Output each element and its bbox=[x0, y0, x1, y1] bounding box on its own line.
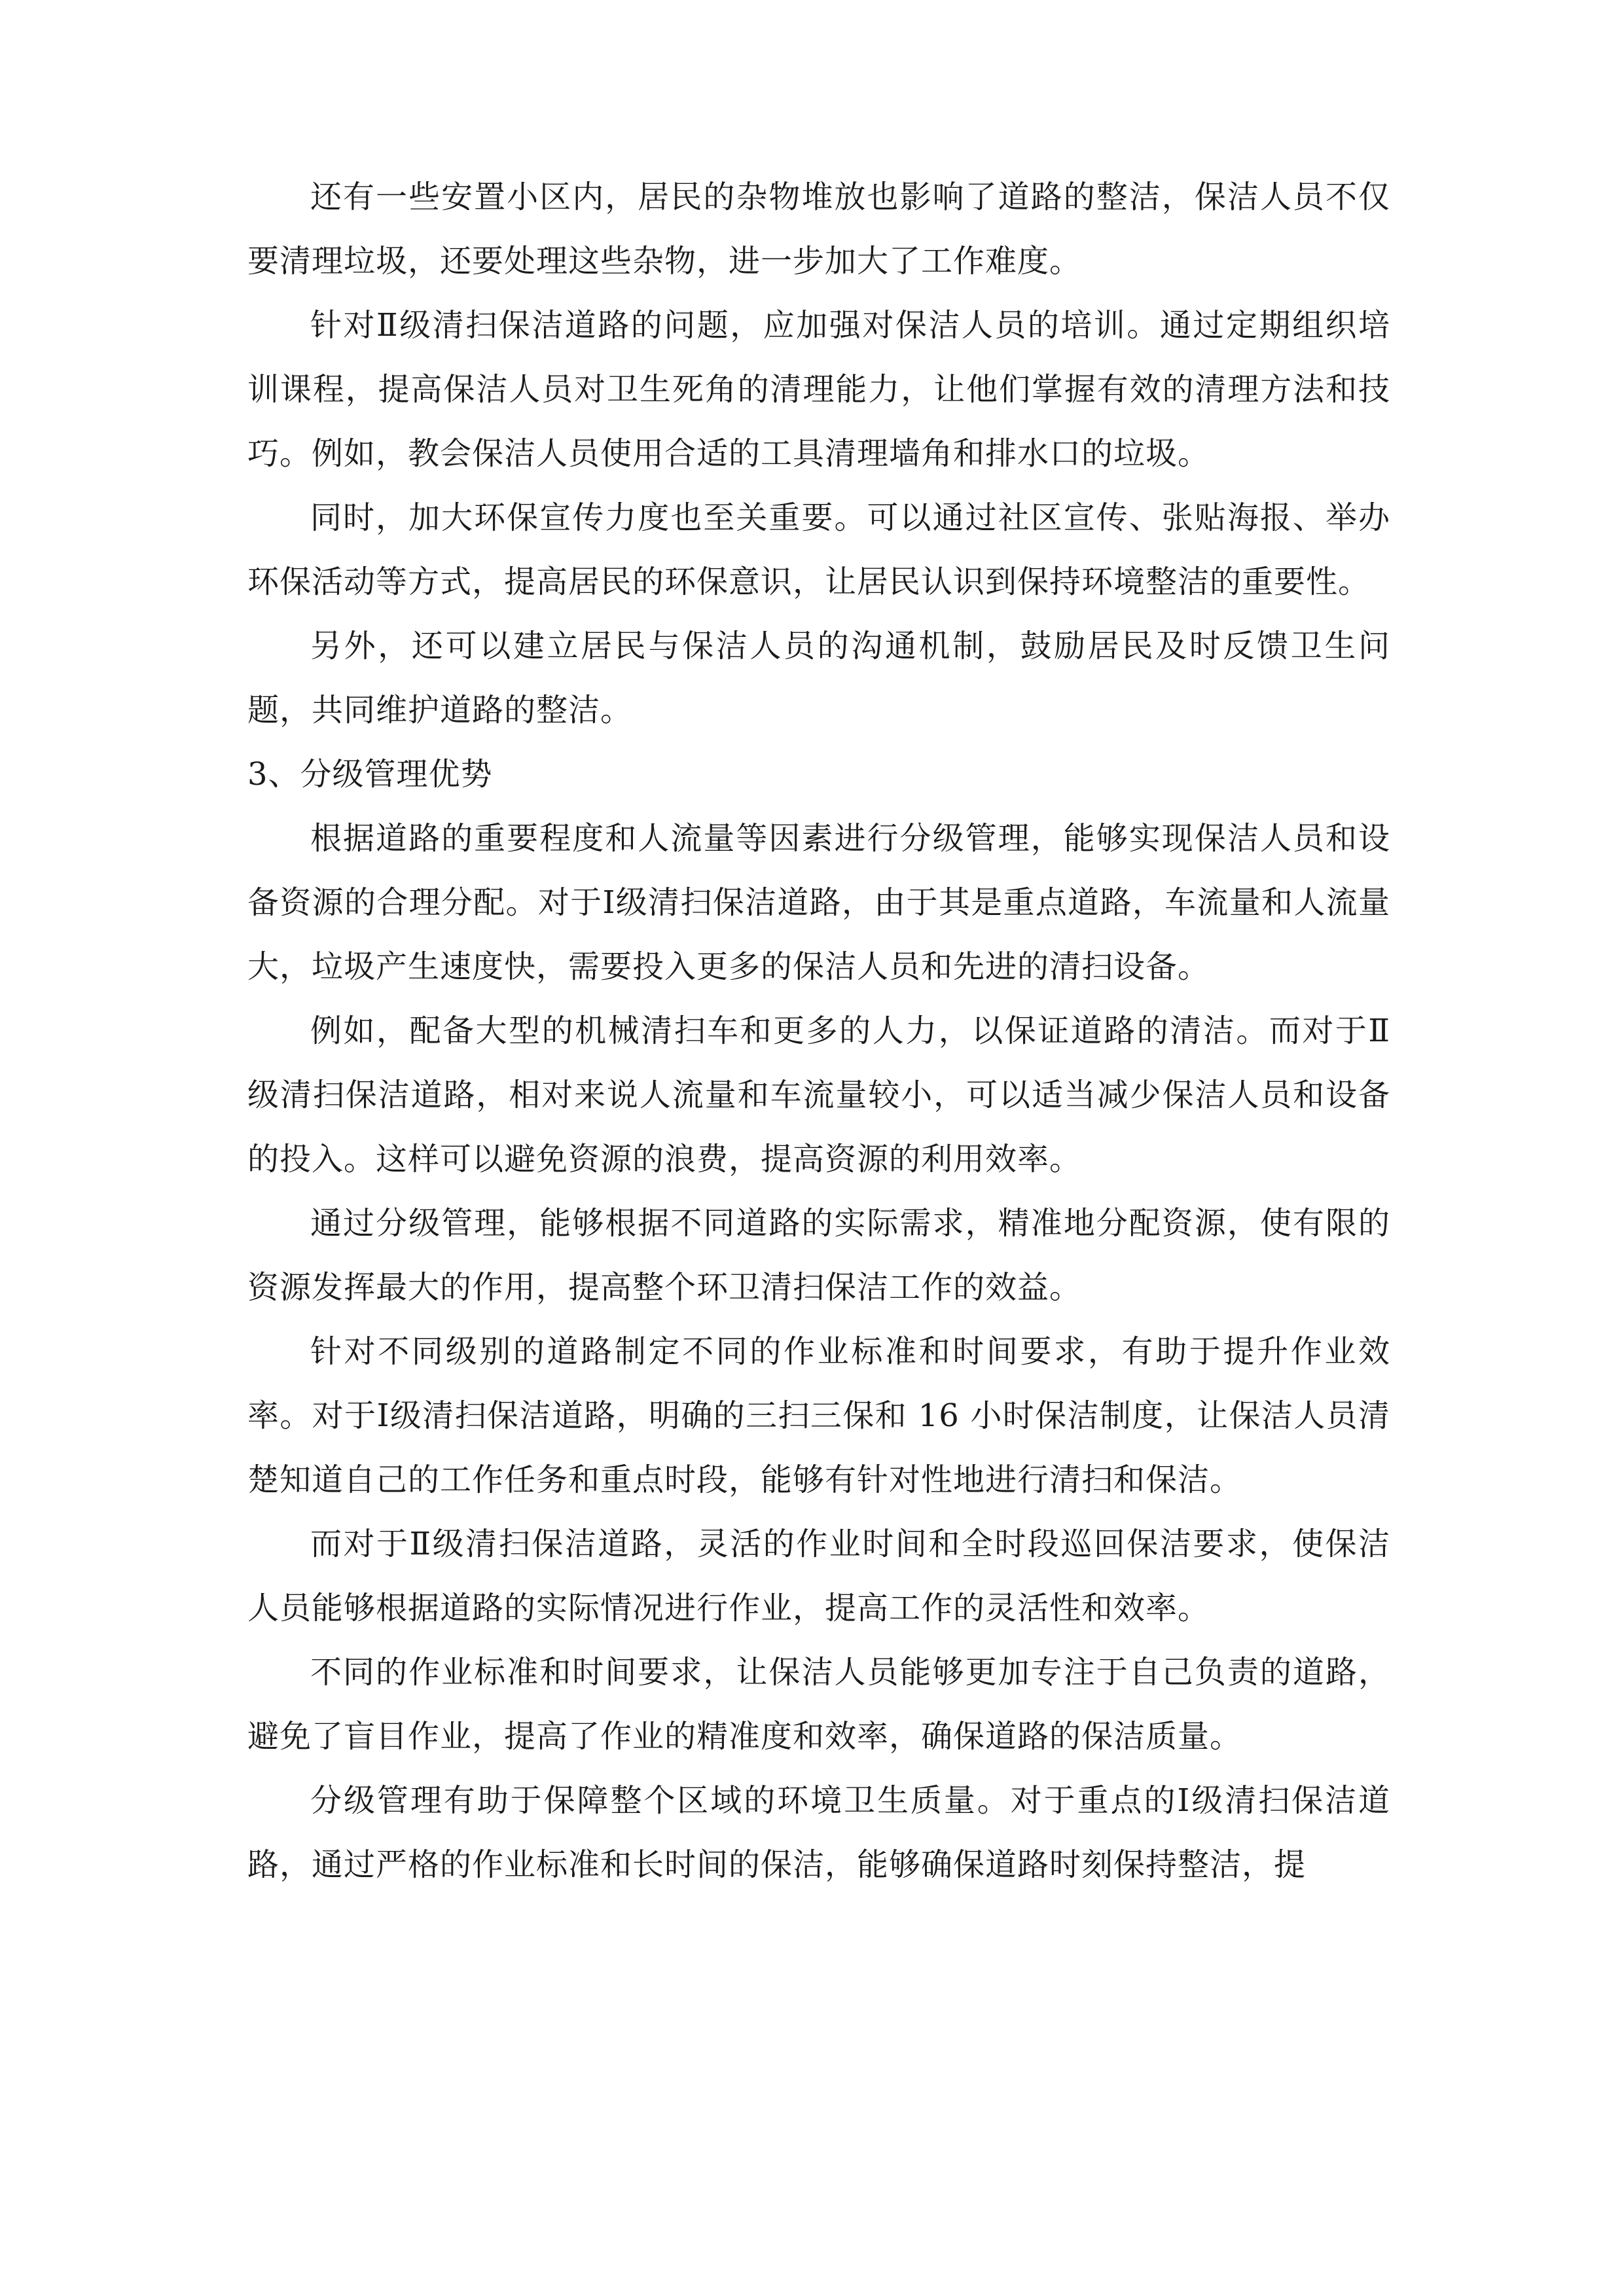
paragraph-debris: 还有一些安置小区内，居民的杂物堆放也影响了道路的整洁，保洁人员不仅要清理垃圾，还要处理这些杂物，进一步加大了工作难度。 bbox=[247, 179, 1390, 279]
paragraph-publicity: 同时，加大环保宣传力度也至关重要。可以通过社区宣传、张贴海报、举办环保活动等方式，提高居民的环保意识，让居民认识到保持环境整洁的重要性。 bbox=[247, 499, 1390, 600]
paragraph-focus: 不同的作业标准和时间要求，让保洁人员能够更加专注于自己负责的道路，避免了盲目作业，提高了作业的精准度和效率，确保道路的保洁质量。 bbox=[247, 1654, 1390, 1755]
paragraph-standards: 针对不同级别的道路制定不同的作业标准和时间要求，有助于提升作业效率。对于Ⅰ级清扫保洁道路，明确的三扫三保和 16 小时保洁制度，让保洁人员清楚知道自己的工作任务和重点时段，能够有针对性地进行清扫和保洁。 bbox=[247, 1333, 1390, 1498]
paragraph-training: 针对Ⅱ级清扫保洁道路的问题，应加强对保洁人员的培训。通过定期组织培训课程，提高保洁人员对卫生死角的清理能力，让他们掌握有效的清理方法和技巧。例如，教会保洁人员使用合适的工具清理墙角和排水口的垃圾。 bbox=[247, 307, 1390, 472]
section-heading: 3、分级管理优势 bbox=[247, 756, 493, 793]
paragraph-efficiency: 通过分级管理，能够根据不同道路的实际需求，精准地分配资源，使有限的资源发挥最大的作用，提高整个环卫清扫保洁工作的效益。 bbox=[247, 1205, 1390, 1306]
document-body bbox=[247, 165, 1390, 1897]
paragraph-example-equipment: 例如，配备大型的机械清扫车和更多的人力，以保证道路的清洁。而对于Ⅱ级清扫保洁道路，相对来说人流量和车流量较小，可以适当减少保洁人员和设备的投入。这样可以避免资源的浪费，提高资源的利用效率。 bbox=[247, 1013, 1390, 1177]
paragraph-communication: 另外，还可以建立居民与保洁人员的沟通机制，鼓励居民及时反馈卫生问题，共同维护道路的整洁。 bbox=[247, 628, 1390, 728]
paragraph-flexibility: 而对于Ⅱ级清扫保洁道路，灵活的作业时间和全时段巡回保洁要求，使保洁人员能够根据道路的实际情况进行作业，提高工作的灵活性和效率。 bbox=[247, 1526, 1390, 1626]
paragraph-quality: 分级管理有助于保障整个区域的环境卫生质量。对于重点的Ⅰ级清扫保洁道路，通过严格的作业标准和长时间的保洁，能够确保道路时刻保持整洁，提 bbox=[247, 1782, 1390, 1883]
paragraph-resource-allocation: 根据道路的重要程度和人流量等因素进行分级管理，能够实现保洁人员和设备资源的合理分配。对于Ⅰ级清扫保洁道路，由于其是重点道路，车流量和人流量大，垃圾产生速度快，需要投入更多的保洁人员和先进的清扫设备。 bbox=[247, 820, 1390, 985]
